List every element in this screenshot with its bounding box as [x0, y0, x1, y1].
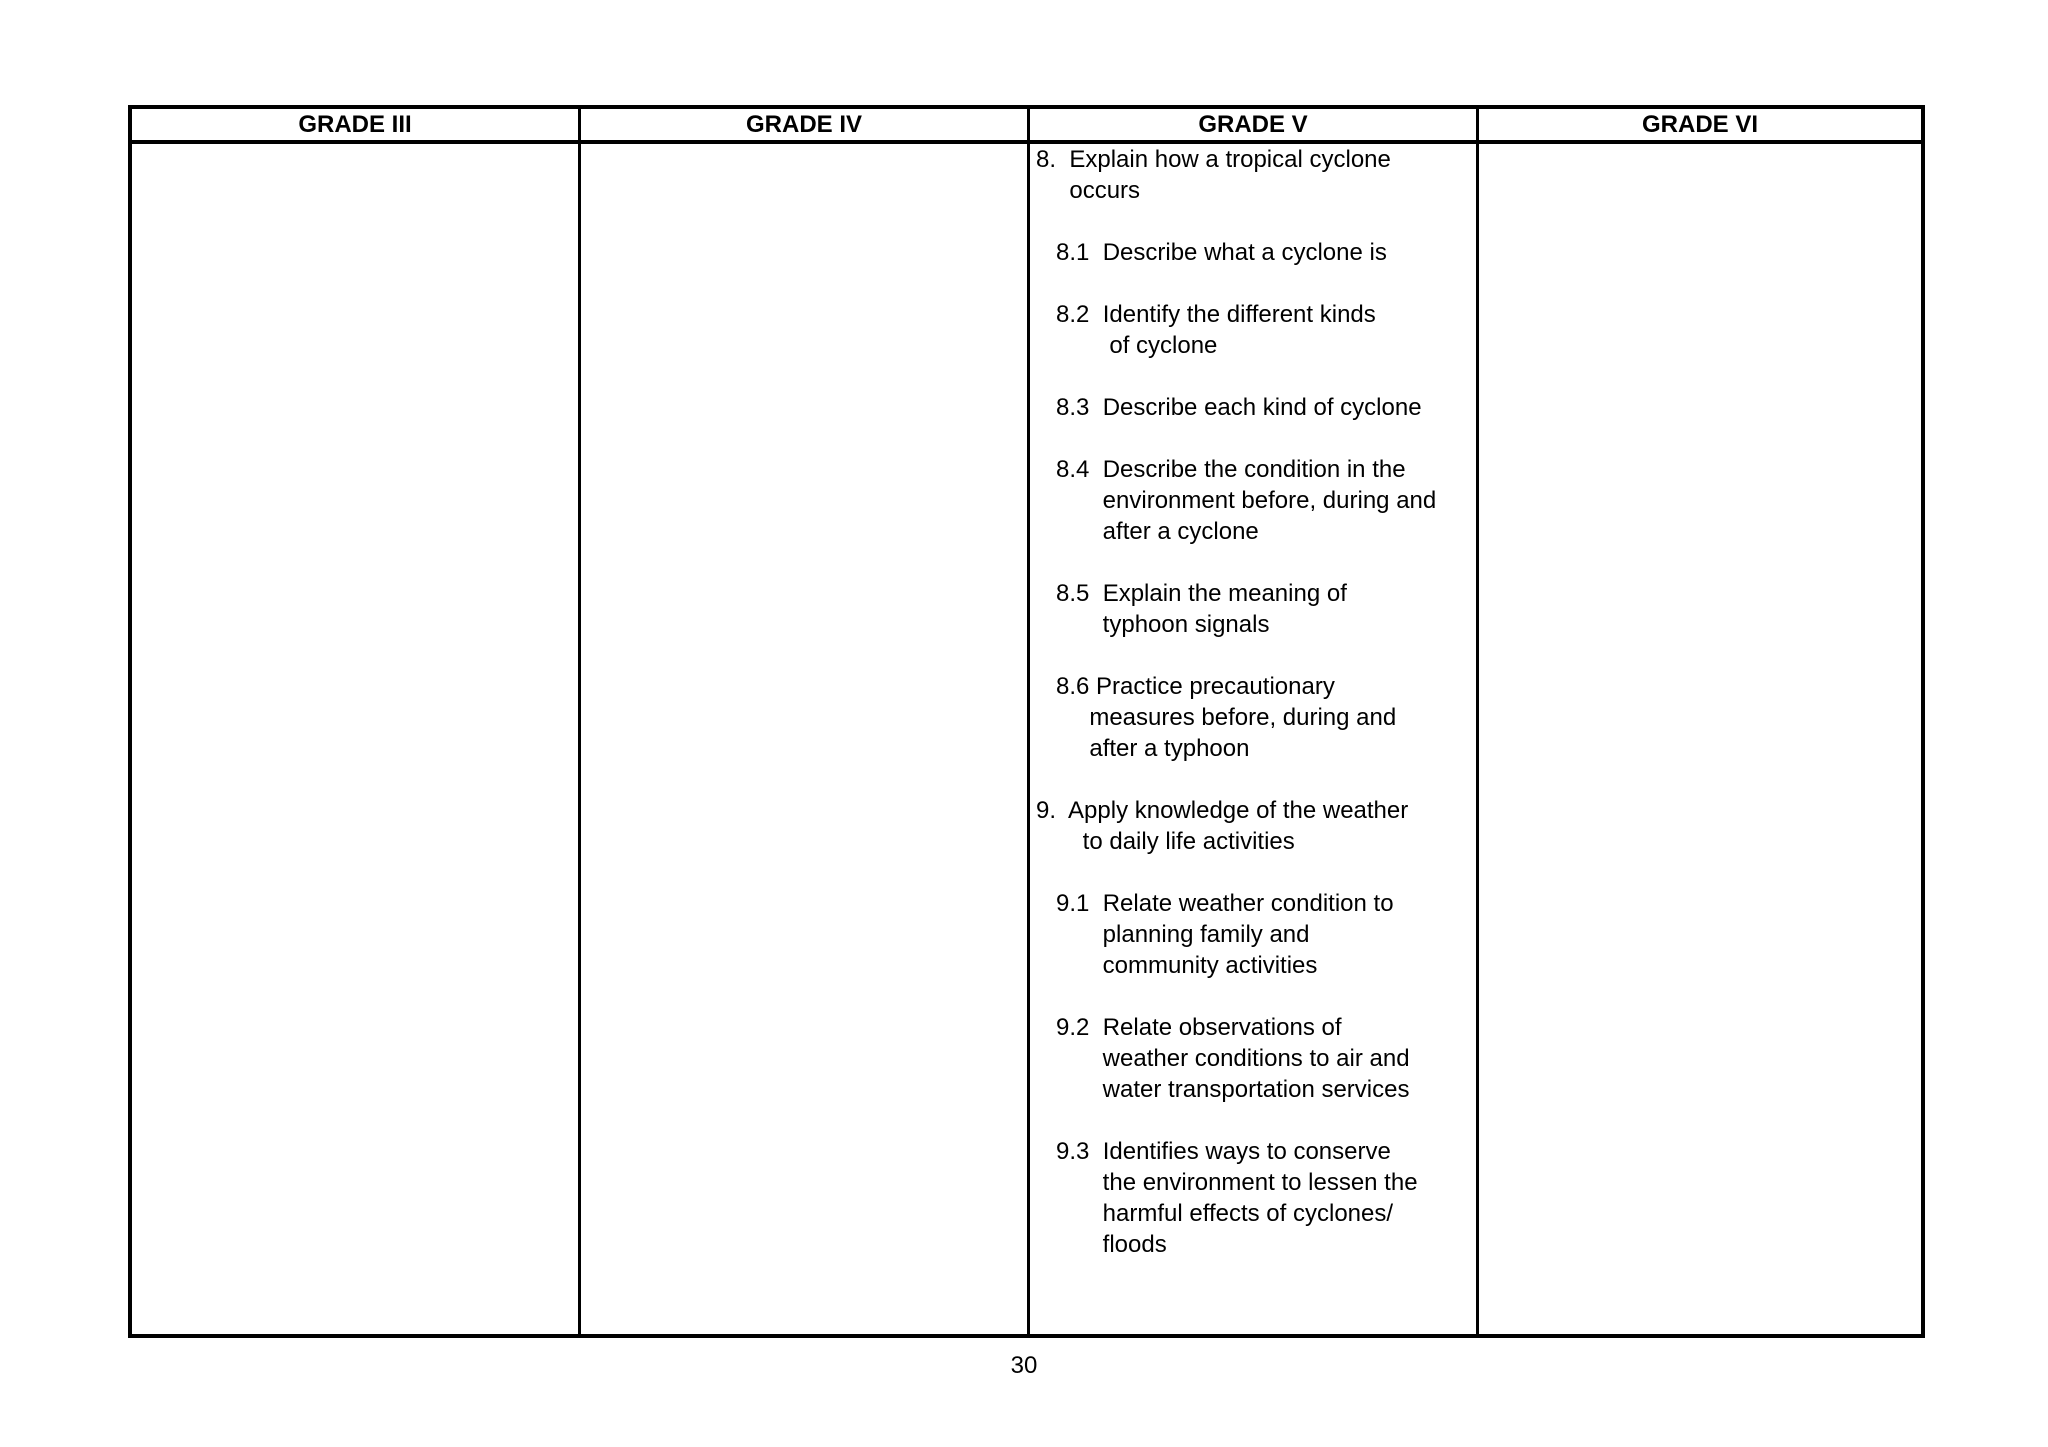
curriculum-table — [128, 105, 1925, 1338]
objective-line: floods — [1036, 1231, 1167, 1258]
objective-line: 8.1 Describe what a cyclone is — [1036, 239, 1387, 266]
objective-line: planning family and — [1036, 921, 1310, 948]
objective-item — [1036, 888, 1456, 981]
objective-line: the environment to lessen the — [1036, 1169, 1418, 1196]
objective-line: typhoon signals — [1036, 611, 1270, 638]
objective-line: 8.5 Explain the meaning of — [1036, 580, 1347, 607]
objective-item — [1036, 144, 1456, 206]
objective-line: 8.2 Identify the different kinds — [1036, 301, 1376, 328]
page-number: 30 — [1010, 1352, 1038, 1379]
objective-item — [1036, 1012, 1456, 1105]
header-grade-v: GRADE V — [1198, 111, 1308, 138]
objective-line: water transportation services — [1036, 1076, 1410, 1103]
objective-line: measures before, during and — [1036, 704, 1397, 731]
objective-line: 9.1 Relate weather condition to — [1036, 890, 1394, 917]
objective-item — [1036, 671, 1456, 764]
objective-line: 8.3 Describe each kind of cyclone — [1036, 394, 1422, 421]
objective-item — [1036, 578, 1456, 640]
column-divider — [1027, 109, 1030, 1334]
objective-line: 9.3 Identifies ways to conserve — [1036, 1138, 1391, 1165]
objective-line: 8.4 Describe the condition in the — [1036, 456, 1406, 483]
header-grade-vi: GRADE VI — [1641, 111, 1758, 138]
objective-item — [1036, 454, 1456, 547]
objective-line: environment before, during and — [1036, 487, 1437, 514]
objective-item — [1036, 237, 1456, 268]
objective-line: after a typhoon — [1036, 735, 1250, 762]
column-divider — [578, 109, 581, 1334]
objective-item — [1036, 299, 1456, 361]
objective-line: after a cyclone — [1036, 518, 1259, 545]
grade-v-cell — [1036, 144, 1456, 1291]
header-grade-iii: GRADE III — [298, 111, 412, 138]
objective-line: 9.2 Relate observations of — [1036, 1014, 1342, 1041]
objective-item — [1036, 392, 1456, 423]
objective-item — [1036, 795, 1456, 857]
objective-line: community activities — [1036, 952, 1318, 979]
objective-line: weather conditions to air and — [1036, 1045, 1410, 1072]
objective-line: of cyclone — [1036, 332, 1218, 359]
objective-line: 8.6 Practice precautionary — [1036, 673, 1335, 700]
objective-line: 8. Explain how a tropical cyclone — [1036, 146, 1391, 173]
column-divider — [1476, 109, 1479, 1334]
objective-line: harmful effects of cyclones/ — [1036, 1200, 1394, 1227]
objective-line: occurs — [1036, 177, 1141, 204]
header-grade-iv: GRADE IV — [745, 111, 862, 138]
objective-line: to daily life activities — [1036, 828, 1295, 855]
objective-line: 9. Apply knowledge of the weather — [1036, 797, 1409, 824]
objective-item — [1036, 1136, 1456, 1260]
